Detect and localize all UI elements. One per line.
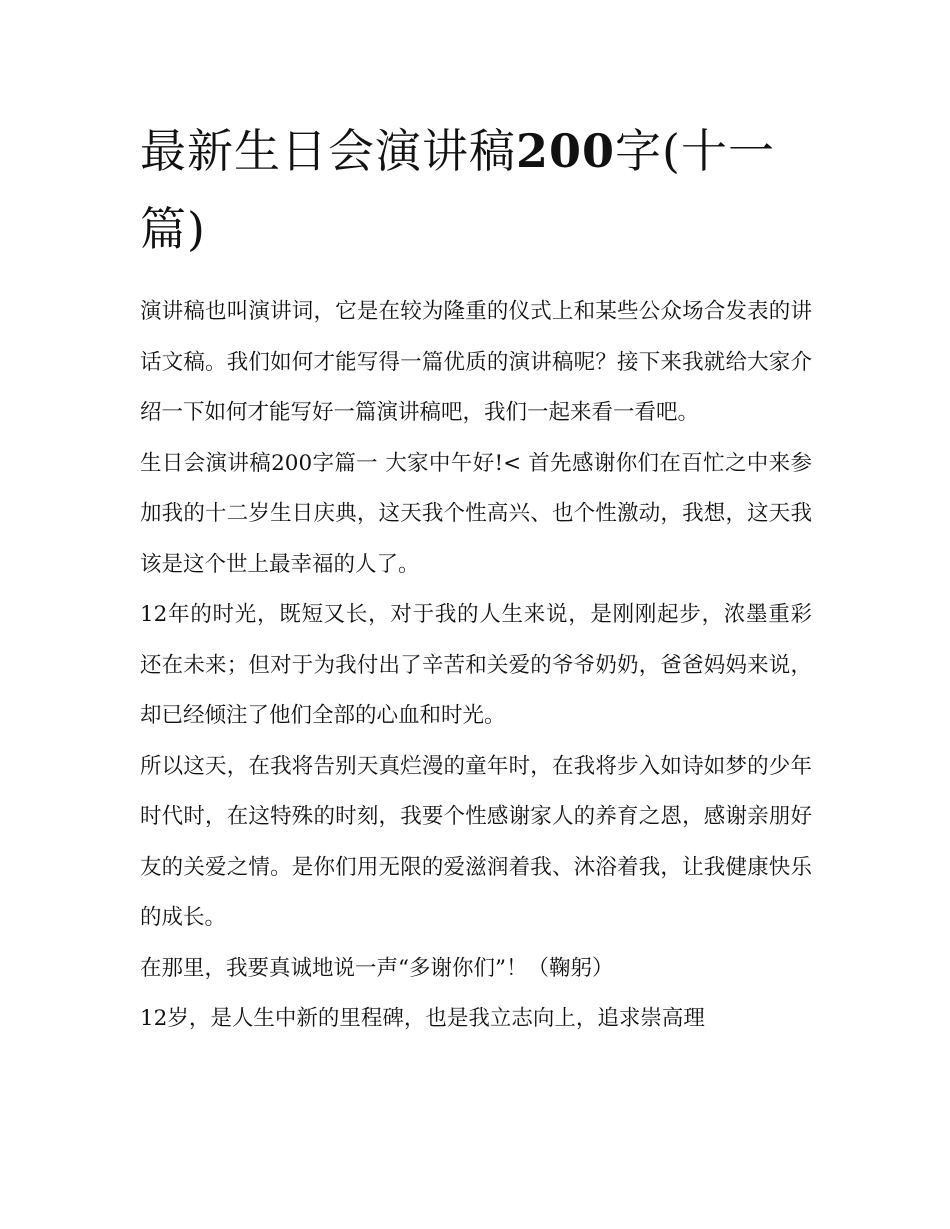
paragraph-intro: 演讲稿也叫演讲词，它是在较为隆重的仪式上和某些公众场合发表的讲话文稿。我们如何才能写得一篇优质的演讲稿呢？接下来我就给大家介绍一下如何才能写好一篇演讲稿吧，我们一起来看一看吧。: [140, 299, 812, 425]
paragraph-greeting: 生日会演讲稿200字篇一 大家中午好!< 首先感谢你们在百忙之中来参加我的十二岁生日庆典，这天我个性高兴、也个性激动，我想，这天我该是这个世上最幸福的人了。: [140, 450, 812, 577]
document-page: [140, 112, 812, 1045]
paragraph-thanks: 所以这天，在我将告别天真烂漫的童年时，在我将步入如诗如梦的少年时代时，在这特殊的时刻，我要个性感谢家人的养育之恩，感谢亲朋好友的关爱之情。是你们用无限的爱滋润着我、沐浴着我，让我健康快乐的成长。: [140, 753, 812, 930]
document-title: 最新生日会演讲稿200字(十一篇): [140, 124, 775, 256]
paragraph-thank-you: 在那里，我要真诚地说一声“多谢你们”！（鞠躬）: [140, 955, 614, 981]
document-body: [140, 287, 812, 1045]
paragraph-milestone: 12岁，是人生中新的里程碑，也是我立志向上，追求崇高理: [140, 1006, 705, 1031]
paragraph-twelve-years: 12年的时光，既短又长，对于我的人生来说，是刚刚起步，浓墨重彩还在未来；但对于为我付出了辛苦和关爱的爷爷奶奶，爸爸妈妈来说，却已经倾注了他们全部的心血和时光。: [140, 602, 812, 728]
